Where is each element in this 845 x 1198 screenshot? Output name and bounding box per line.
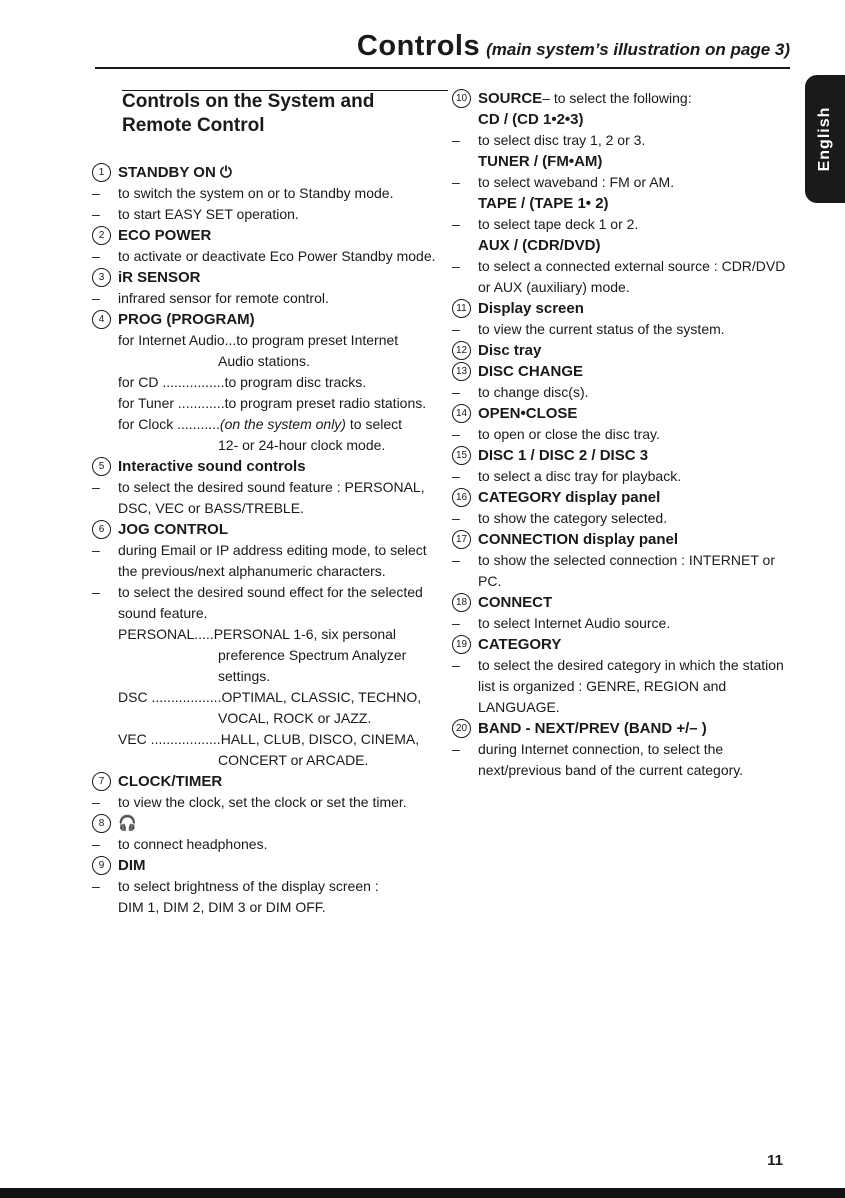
- control-item-prog: 4 PROG (PROGRAM) for Internet Audio... to program preset Internet Audio stations. for CD ................ to program disc tracks. for Tuner ............ to program preset radio stations. for Clock ........... (on the system only) to select 12- or 24-hour clock mode.: [92, 309, 442, 456]
- left-column: [92, 90, 442, 918]
- control-item-interactive-sound: 5 Interactive sound controls – to select the desired sound feature : PERSONAL, DSC, VEC or BASS/TREBLE.: [92, 458, 425, 516]
- control-item-band: 20 BAND - NEXT/PREV (BAND +/– ) – during Internet connection, to select the next/previous band of the current category.: [452, 720, 744, 778]
- item-label: STANDBY ON ⏻: [118, 164, 232, 181]
- control-item-category: 19 CATEGORY – to select the desired category in which the station list is organized : GENRE, REGION and LANGUAGE.: [452, 636, 784, 715]
- item-number: 1: [92, 163, 111, 182]
- page-subtitle: (main system’s illustration on page 3): [486, 40, 790, 59]
- language-tab: [805, 75, 845, 203]
- right-column: [452, 88, 797, 781]
- control-item-source: 10 SOURCE – to select the following: CD / (CD 1•2•3) – to select disc tray 1, 2 or 3. TUNER / (FM•AM) – to select waveband : FM or AM. TAPE / (TAPE 1• 2) – to select tape deck 1 or 2. AUX / (CDR/DVD) – to select a connected external source : CDR/DVD or AUX (auxiliary) mode.: [452, 90, 786, 295]
- control-item-connect: 18 CONNECT – to select Internet Audio source.: [452, 594, 671, 631]
- page-header: [357, 30, 790, 63]
- language-tab-label: English: [816, 106, 833, 172]
- header-rule: [95, 67, 790, 69]
- control-item-category-display: 16 CATEGORY display panel – to show the category selected.: [452, 489, 668, 526]
- control-item-disc-change: 13 DISC CHANGE – to change disc(s).: [452, 363, 589, 400]
- page-number: 11: [767, 1152, 783, 1169]
- section-rule: [122, 90, 448, 91]
- control-item-ir-sensor: 3 iR SENSOR – infrared sensor for remote control.: [92, 269, 329, 306]
- control-item-display-screen: 11 Display screen – to view the current status of the system.: [452, 300, 725, 337]
- section-title: Controls on the System and Remote Control: [122, 91, 375, 136]
- control-item-connection-display: 17 CONNECTION display panel – to show the selected connection : INTERNET or PC.: [452, 531, 775, 589]
- control-item-headphones: 8 🎧 – to connect headphones.: [92, 815, 268, 852]
- control-item-eco-power: 2 ECO POWER – to activate or deactivate Eco Power Standby mode.: [92, 227, 436, 264]
- control-item-standby: 1 STANDBY ON ⏻ – to switch the system on or to Standby mode. – to start EASY SET operation.: [92, 164, 394, 222]
- headphones-icon: 🎧: [118, 815, 137, 832]
- control-item-open-close: 14 OPEN•CLOSE – to open or close the disc tray.: [452, 405, 660, 442]
- control-item-disc-select: 15 DISC 1 / DISC 2 / DISC 3 – to select a disc tray for playback.: [452, 447, 682, 484]
- control-item-jog-control: 6 JOG CONTROL – during Email or IP address editing mode, to select the previous/next alphanumeric characters. – to select the desired sound effect for the selected sound feature. PERSONAL..... PERSONAL 1-6, six personal preference Spectrum Analyzer settings. DSC .................. OPTIMAL, CLASSIC, TECHNO, VOCAL, ROCK or JAZZ. VEC .................. HALL, CLUB, DISCO, CINEMA, CONCERT or ARCADE.: [92, 521, 427, 768]
- control-item-clock-timer: 7 CLOCK/TIMER – to view the clock, set the clock or set the timer.: [92, 773, 407, 810]
- page-title: Controls: [356, 30, 481, 62]
- bottom-border: [0, 1188, 845, 1198]
- control-item-dim: 9 DIM – to select brightness of the display screen : DIM 1, DIM 2, DIM 3 or DIM OFF.: [92, 857, 379, 915]
- control-item-disc-tray: 12 Disc tray: [452, 340, 797, 361]
